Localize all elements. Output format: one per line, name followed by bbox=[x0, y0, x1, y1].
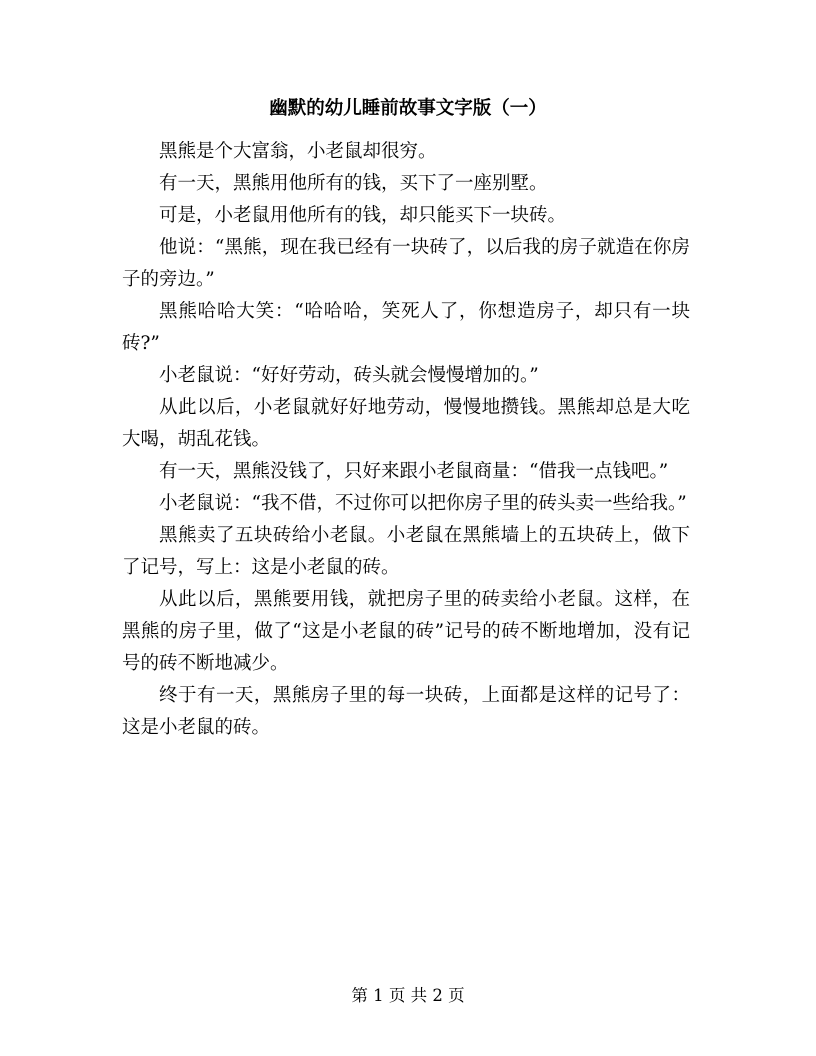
paragraph: 有一天，黑熊没钱了，只好来跟小老鼠商量：“借我一点钱吧。” bbox=[159, 461, 669, 482]
paragraph: 黑熊是个大富翁，小老鼠却很穷。 bbox=[159, 141, 437, 162]
paragraph: 有一天，黑熊用他所有的钱，买下了一座别墅。 bbox=[159, 173, 548, 194]
page-number: 第 1 页 共 2 页 bbox=[351, 986, 465, 1005]
paragraph: 终于有一天，黑熊房子里的每一块砖，上面都是这样的记号了：这是小老鼠的砖。 bbox=[122, 685, 690, 738]
document-title: 幽默的幼儿睡前故事文字版（一） bbox=[269, 98, 547, 119]
paragraph: 小老鼠说：“我不借，不过你可以把你房子里的砖头卖一些给我。” bbox=[159, 493, 687, 514]
paragraph: 从此以后，黑熊要用钱，就把房子里的砖卖给小老鼠。这样，在黑熊的房子里，做了“这是小老鼠的砖”记号的砖不断地增加，没有记号的砖不断地减少。 bbox=[122, 589, 690, 674]
document-body bbox=[122, 136, 690, 744]
paragraph: 可是，小老鼠用他所有的钱，却只能买下一块砖。 bbox=[159, 205, 567, 226]
paragraph: 黑熊卖了五块砖给小老鼠。小老鼠在黑熊墙上的五块砖上，做下了记号，写上：这是小老鼠的砖。 bbox=[122, 525, 690, 578]
paragraph: 他说：“黑熊，现在我已经有一块砖了，以后我的房子就造在你房子的旁边。” bbox=[122, 237, 690, 290]
paragraph: 黑熊哈哈大笑：“哈哈哈，笑死人了，你想造房子，却只有一块砖?” bbox=[122, 301, 690, 354]
paragraph: 小老鼠说：“好好劳动，砖头就会慢慢增加的。” bbox=[159, 365, 539, 386]
paragraph: 从此以后，小老鼠就好好地劳动，慢慢地攒钱。黑熊却总是大吃大喝，胡乱花钱。 bbox=[122, 397, 690, 450]
